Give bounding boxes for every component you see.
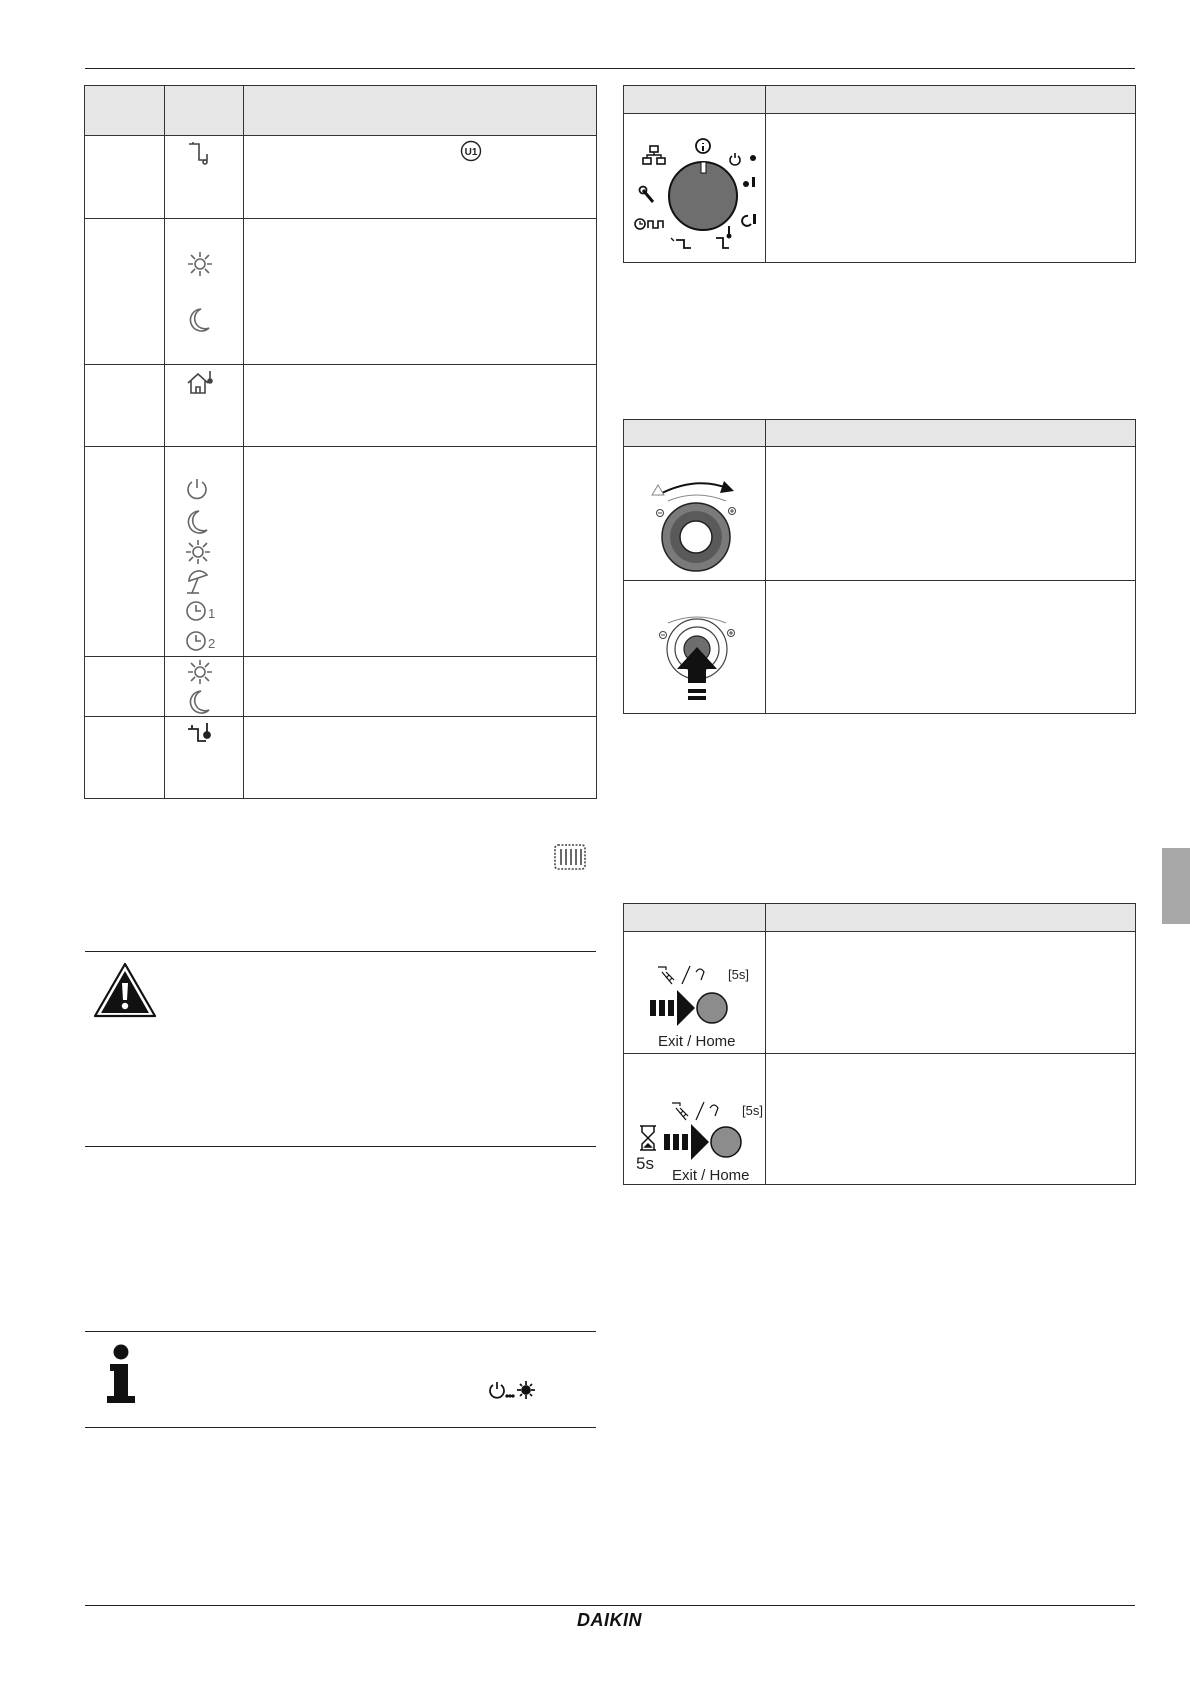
table-row: [85, 219, 597, 365]
hold-duration-label: 5s: [636, 1154, 654, 1173]
hourglass-icon: [638, 1124, 658, 1157]
sun-icon: [185, 539, 211, 565]
tap-temp-icon: [185, 721, 215, 749]
info-rule-top: [85, 1331, 596, 1332]
svg-text:U1: U1: [464, 147, 478, 158]
knob-press-icon: [654, 609, 740, 710]
warning-icon: [92, 961, 158, 1024]
svg-text:2: 2: [208, 636, 216, 651]
exit-home-button-icon: [650, 988, 750, 1033]
info-rule-bottom: [85, 1427, 596, 1428]
timer-label: [5s]: [728, 967, 749, 982]
moon-icon: [187, 307, 211, 333]
table-row: [624, 447, 1136, 581]
clock-icon: [185, 599, 219, 623]
info-icon: [103, 1344, 139, 1409]
dial-table: [623, 85, 1136, 263]
warning-rule-top: [85, 951, 596, 952]
footer-rule: [85, 1605, 1135, 1606]
sun-icon: [187, 251, 213, 277]
exit-home-button-icon: [664, 1122, 764, 1167]
mode-dial-icon: [628, 134, 762, 257]
knob-turn-icon: [650, 475, 742, 580]
section-tab: [1162, 848, 1190, 924]
timer-label: [5s]: [742, 1103, 763, 1118]
table-row: [85, 365, 597, 447]
exit-home-label: Exit / Home: [658, 1033, 736, 1050]
table-header-row: [624, 420, 1136, 447]
exit-home-label: Exit / Home: [672, 1167, 750, 1184]
table-row: [85, 717, 597, 799]
moon-icon: [187, 689, 211, 715]
table-row: [624, 114, 1136, 263]
clock-icon: [185, 629, 219, 653]
symbol-table: [84, 85, 597, 799]
table-row: [85, 447, 597, 657]
svg-text:1: 1: [208, 606, 216, 621]
u1-badge: [460, 140, 482, 167]
table-row: [624, 932, 1136, 1054]
tap-water-icon: [187, 140, 213, 168]
umbrella-icon: [185, 569, 211, 595]
table-header-row: [624, 86, 1136, 114]
radiator-icon: [553, 843, 587, 876]
exit-table: [623, 903, 1136, 1185]
knob-table: [623, 419, 1136, 714]
power-icon: [185, 477, 209, 501]
table-row: [624, 1054, 1136, 1185]
brand-logo: DAIKIN: [577, 1610, 642, 1630]
table-row: [624, 581, 1136, 714]
table-header-row: [624, 904, 1136, 932]
table-header-row: [85, 86, 597, 136]
sun-icon: [187, 659, 213, 685]
table-row: [85, 657, 597, 717]
warning-rule-bottom: [85, 1146, 596, 1147]
moon-icon: [185, 509, 209, 535]
power-sun-icon: [488, 1379, 538, 1406]
table-row: [85, 136, 597, 219]
header-rule: [85, 68, 1135, 69]
house-temp-icon: [185, 369, 215, 397]
